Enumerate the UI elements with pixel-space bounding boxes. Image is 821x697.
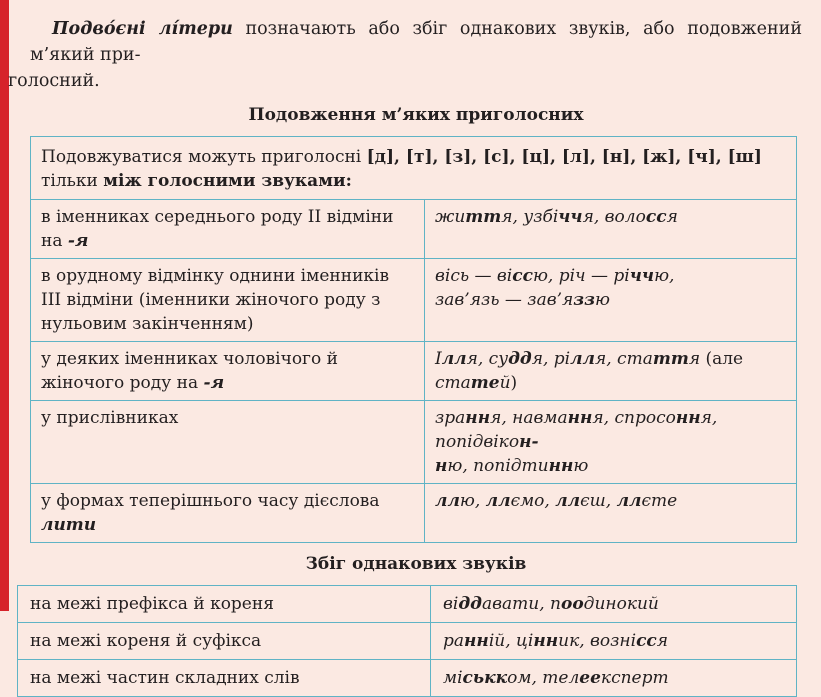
header-suffix: тільки <box>41 171 104 191</box>
intro-paragraph <box>8 16 803 94</box>
ex-part: ю, попідти <box>447 456 549 476</box>
table-row <box>18 660 797 697</box>
header-letters: [д], [т], [з], [с], [ц], [л], [н], [ж], [ч], [ш] <box>366 147 762 167</box>
ex-part: ю, <box>654 266 675 286</box>
example-cell <box>425 342 797 401</box>
example-cell <box>431 586 797 623</box>
ex-double: лл <box>441 349 467 369</box>
ex-part: я <box>656 631 669 651</box>
ex-part: я, рі <box>531 349 571 369</box>
rule-cell: на межі частин складних слів <box>18 660 431 697</box>
rule-text: у деяких іменниках чоловічого й жіночого роду на <box>41 349 338 393</box>
table-row <box>31 484 797 543</box>
rule-text: в орудному відмінку однини іменників ІІІ відміни (іменники жіночого роду з нульовим закінченням) <box>41 266 390 334</box>
rule-cell <box>31 259 425 342</box>
table-header-cell <box>31 137 797 200</box>
ex-double: лл <box>435 491 460 511</box>
ex-part: І <box>435 349 442 369</box>
ex-part: ю, <box>459 491 486 511</box>
ex-double: ее <box>579 668 601 688</box>
ex-double: тт <box>465 207 502 227</box>
example-cell <box>425 200 797 259</box>
intro-text-2: голосний. <box>8 71 100 91</box>
ex-part: ю <box>594 290 610 310</box>
rule-cell <box>31 200 425 259</box>
ex-double: зз <box>573 290 595 310</box>
ex-double: чч <box>558 207 583 227</box>
ex-part: єте <box>641 491 678 511</box>
ex-part: ємо, <box>510 491 556 511</box>
ex-double: дд <box>458 594 482 614</box>
table-row <box>31 342 797 401</box>
ex-double: лл <box>555 491 581 511</box>
table-row <box>31 200 797 259</box>
ex-double: чч <box>629 266 655 286</box>
ex-double: лл <box>616 491 642 511</box>
ex-double: нн <box>465 408 491 428</box>
ex-double: сс <box>645 207 667 227</box>
ex-part: я, попідвіко <box>435 408 718 452</box>
ex-double: дд <box>508 349 532 369</box>
ex-double: лл <box>485 491 511 511</box>
ex-part: зра <box>435 408 466 428</box>
ex-part: авати, п <box>481 594 561 614</box>
ex-double: н- <box>519 432 539 452</box>
ex-part: ик, возні <box>558 631 637 651</box>
table-row <box>31 401 797 484</box>
example-cell <box>425 484 797 543</box>
ex-part: я, спросо <box>592 408 676 428</box>
rule-ending: -я <box>203 373 225 393</box>
ex-note-close: ) <box>510 373 518 393</box>
ex-part: ій, ці <box>488 631 534 651</box>
ex-double: сс <box>636 631 657 651</box>
ex-double: ськк <box>462 668 508 688</box>
ex-double: нн <box>533 631 559 651</box>
ex-part: динокий <box>583 594 659 614</box>
same-sounds-table <box>17 585 797 697</box>
ex-double: лл <box>570 349 595 369</box>
rule-cell <box>31 484 425 543</box>
header-prefix: Подовжуватися можуть приголосні <box>41 147 367 167</box>
ex-part: мі <box>443 668 463 688</box>
ex-double: нн <box>464 631 489 651</box>
rule-ending: -я <box>67 231 89 251</box>
ex-part: зав’язь — зав’я <box>435 290 574 310</box>
ex-double: нн <box>567 408 593 428</box>
rule-cell <box>31 342 425 401</box>
ex-double: тт <box>652 349 689 369</box>
ex-part: я, су <box>466 349 509 369</box>
example-cell <box>425 259 797 342</box>
rule-verb: лити <box>41 515 97 535</box>
ex-part: ві <box>443 594 459 614</box>
ex-part: я, воло <box>582 207 646 227</box>
ex-part: ксперт <box>600 668 669 688</box>
ex-part: я, навма <box>490 408 568 428</box>
ex-part: ра <box>443 631 465 651</box>
intro-text: позначають або збіг однакових звуків, або подовжений м’який при- <box>30 19 803 65</box>
ex-note-word: статей <box>435 373 511 393</box>
ex-part: я <box>666 207 678 227</box>
intro-term: Подво́єні лі́тери <box>52 19 233 39</box>
rule-cell: на межі префікса й кореня <box>18 586 431 623</box>
section1-heading: Подовження м’яких приголосних <box>248 105 584 125</box>
table-row <box>18 586 797 623</box>
ex-part: жи <box>435 207 466 227</box>
rule-cell <box>31 401 425 484</box>
ex-part: я, ста <box>594 349 653 369</box>
ex-note: (але <box>700 349 744 369</box>
example-cell <box>431 660 797 697</box>
table-row <box>18 623 797 660</box>
rule-cell: на межі кореня й суфікса <box>18 623 431 660</box>
ex-part: ю, річ — рі <box>532 266 630 286</box>
ex-double: н <box>435 456 448 476</box>
ex-double: нн <box>675 408 701 428</box>
ex-part: я, узбі <box>501 207 559 227</box>
rule-text: в іменниках середнього роду ІІ відміни на <box>41 207 394 251</box>
ex-double: оо <box>560 594 584 614</box>
page-content <box>8 16 803 697</box>
ex-double: нн <box>548 456 574 476</box>
table-row <box>31 259 797 342</box>
ex-part: ом, тел <box>507 668 580 688</box>
ex-part: ю <box>573 456 589 476</box>
ex-part: єш, <box>580 491 617 511</box>
rule-text: у формах теперішнього часу дієслова <box>41 491 380 511</box>
ex-part: вісь — ві <box>435 266 513 286</box>
header-bold-tail: між голосними звуками: <box>103 171 352 191</box>
ex-part: я <box>688 349 701 369</box>
left-accent-bar <box>0 0 9 611</box>
ex-double: сс <box>512 266 533 286</box>
rule-text: у прислівниках <box>41 408 179 428</box>
table-header-row <box>31 137 797 200</box>
example-cell <box>425 401 797 484</box>
example-cell <box>431 623 797 660</box>
section2-heading: Збіг однакових звуків <box>305 554 527 574</box>
soft-consonants-table <box>30 136 797 543</box>
